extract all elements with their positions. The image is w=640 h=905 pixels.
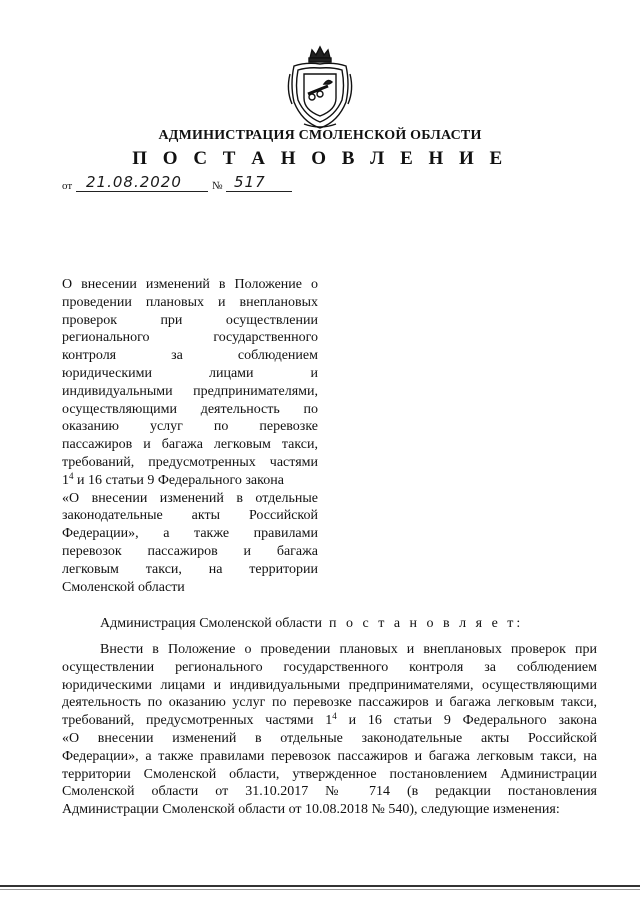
subject-line: оказанию услуг по перевозке [62,419,318,435]
body-paragraph [62,641,597,819]
date-label: от [62,180,73,192]
superscript: 4 [332,711,337,722]
subject-line: легковым такси, на территории [62,561,318,577]
body-line: деятельность по оказанию услуг по перевозке пассажиров и багажа легковым такси, [62,695,597,711]
scan-edge-line [0,889,640,890]
body-line-part: и 16 статьи 9 Федерального закона [336,713,597,729]
subject-line-with-superscript [62,472,318,490]
body-line: юридическими лицами и индивидуальными предпринимателями, осуществляющими [62,677,597,693]
body-line: осуществлении регионального государственного контроля за соблюдением [62,659,597,675]
subject-line: законодательные акты Российской [62,508,318,524]
handwritten-number: 517 [234,173,266,191]
document-type-title: П О С Т А Н О В Л Е Н И Е [132,148,508,169]
subject-line: контроля за соблюдением [62,348,318,364]
subject-line: «О внесении изменений в отдельные [62,490,318,506]
subject-line-part: и 16 статьи 9 Федерального закона [73,472,284,488]
subject-line: проведении плановых и внеплановых [62,294,318,310]
body-line: Администрации Смоленской области от 10.08.2018 № 540), следующие изменения: [62,802,560,818]
subject-line: перевозок пассажиров и багажа [62,543,318,559]
body-line: Федерации», а также правилами перевозок пассажиров и багажа легковым такси, на [62,748,597,764]
number-underline [226,191,292,192]
subject-line: Смоленской области [62,579,185,595]
subject-line: осуществляющими деятельность по [62,401,318,417]
body-line: Внести в Положение о проведении плановых и внеплановых проверок при [100,642,597,657]
superscript: 4 [69,470,74,481]
subject-line: юридическими лицами и [62,365,318,381]
subject-line: Федерации», а также правилами [62,526,318,542]
organization-title: АДМИНИСТРАЦИЯ СМОЛЕНСКОЙ ОБЛАСТИ [158,128,482,143]
preamble [100,616,523,632]
scan-edge-line [0,885,640,887]
subject-line: индивидуальными предпринимателями, [62,383,318,399]
smolensk-coat-of-arms-icon [284,44,356,130]
body-line: Смоленской области от 31.10.2017 № 714 (в редакции постановления [62,784,597,800]
body-line-part: требований, предусмотренных частями 1 [62,713,333,729]
subject-line: пассажиров и багажа легковым такси, [62,437,318,453]
subject-line-part: 1 [62,472,69,488]
body-line: территории Смоленской области, утвержденное постановлением Администрации [62,766,597,782]
preamble-verb: п о с т а н о в л я е т: [329,616,524,631]
body-line: «О внесении изменений в отдельные законодательные акты Российской [62,730,597,746]
document-subject [62,276,318,596]
subject-line: регионального государственного [62,330,318,346]
subject-line: требований, предусмотренных частями [62,454,318,470]
date-underline [76,191,208,192]
body-line-with-superscript [62,712,597,730]
handwritten-date: 21.08.2020 [86,173,182,191]
number-label: № [212,180,223,192]
preamble-text: Администрация Смоленской области [100,616,323,631]
registration-line [62,172,302,196]
subject-line: О внесении изменений в Положение о [62,277,318,292]
subject-line: проверок при осуществлении [62,312,318,328]
